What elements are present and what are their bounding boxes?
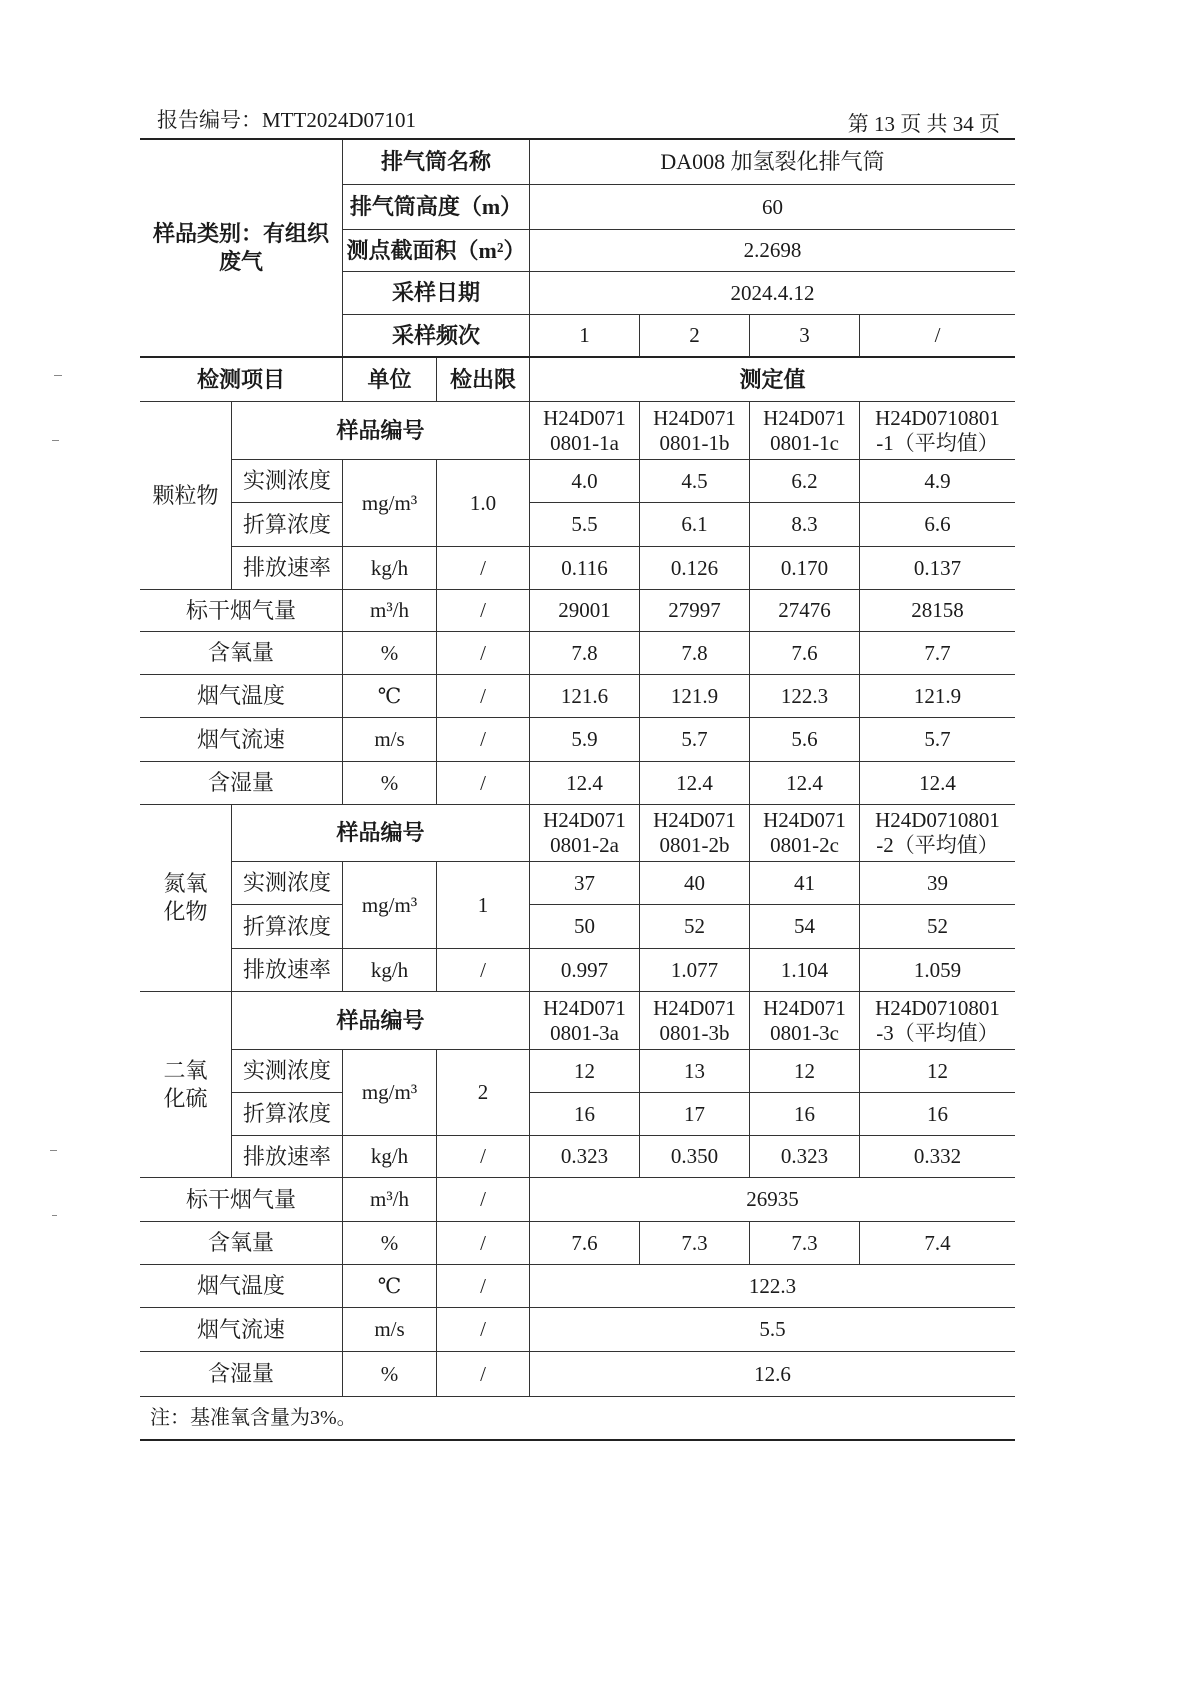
report-number: 报告编号：MTT2024D07101 bbox=[157, 108, 416, 132]
sample-id-line: 0801-2c bbox=[770, 833, 839, 857]
gas2-oxygen-value: 7.3 bbox=[750, 1222, 860, 1265]
gas1-temperature-limit: / bbox=[437, 675, 530, 718]
so2-converted-value: 16 bbox=[860, 1093, 1015, 1136]
sample-id-line: H24D071 bbox=[653, 995, 736, 1020]
gas2-velocity-limit: / bbox=[437, 1308, 530, 1352]
sample-id-line: 0801-2b bbox=[659, 833, 730, 857]
sampling-date-label: 采样日期 bbox=[343, 272, 530, 315]
nox-converted-label: 折算浓度 bbox=[232, 905, 343, 949]
nox-rate-label: 排放速率 bbox=[232, 949, 343, 992]
so2-rate-value: 0.323 bbox=[530, 1136, 640, 1178]
sample-id-line: H24D071 bbox=[763, 405, 846, 430]
nox-converted-value: 50 bbox=[530, 905, 640, 949]
gas1-dry-flow-value: 27997 bbox=[640, 590, 750, 632]
nox-measured-value: 41 bbox=[750, 862, 860, 905]
so2-measured-label: 实测浓度 bbox=[232, 1050, 343, 1093]
gas1-moisture-label: 含湿量 bbox=[140, 762, 343, 805]
sample-id-line: H24D071 bbox=[763, 995, 846, 1020]
gas2-oxygen-value: 7.6 bbox=[530, 1222, 640, 1265]
so2-rate-limit: / bbox=[437, 1136, 530, 1178]
so2-name bbox=[140, 992, 232, 1178]
sample-id-line: -1（平均值） bbox=[876, 430, 999, 455]
so2-converted-value: 16 bbox=[530, 1093, 640, 1136]
gas1-velocity-limit: / bbox=[437, 718, 530, 762]
sample-id-line: H24D071 bbox=[543, 808, 626, 832]
pm-name bbox=[140, 402, 232, 590]
so2-sample-id bbox=[530, 992, 640, 1050]
gas1-dry-flow-limit: / bbox=[437, 590, 530, 632]
gas1-temperature-value: 121.9 bbox=[640, 675, 750, 718]
gas1-velocity-value: 5.7 bbox=[860, 718, 1015, 762]
gas2-dry-flow-unit: m³/h bbox=[343, 1178, 437, 1222]
gas1-moisture-value: 12.4 bbox=[530, 762, 640, 805]
col-header-limit: 检出限 bbox=[437, 358, 530, 402]
sample-id-line: 0801-3c bbox=[770, 1020, 839, 1045]
gas1-oxygen-unit: % bbox=[343, 632, 437, 675]
nox-sample-id bbox=[750, 805, 860, 862]
gas1-moisture-value: 12.4 bbox=[860, 762, 1015, 805]
gas2-moisture-unit: % bbox=[343, 1352, 437, 1397]
so2-rate-label: 排放速率 bbox=[232, 1136, 343, 1178]
gas1-dry-flow-value: 29001 bbox=[530, 590, 640, 632]
stack-height-label: 排气筒高度（m） bbox=[343, 185, 530, 230]
gas1-temperature-label: 烟气温度 bbox=[140, 675, 343, 718]
scan-mark bbox=[52, 440, 59, 441]
so2-converted-value: 17 bbox=[640, 1093, 750, 1136]
col-header-unit: 单位 bbox=[343, 358, 437, 402]
sample-id-line: H24D071 bbox=[653, 808, 736, 832]
nox-conc-limit: 1 bbox=[437, 862, 530, 949]
pm-rate-label: 排放速率 bbox=[232, 547, 343, 590]
gas2-velocity-label: 烟气流速 bbox=[140, 1308, 343, 1352]
gas1-oxygen-limit: / bbox=[437, 632, 530, 675]
nox-rate-unit: kg/h bbox=[343, 949, 437, 992]
gas1-moisture-limit: / bbox=[437, 762, 530, 805]
gas1-temperature-value: 121.6 bbox=[530, 675, 640, 718]
scan-mark bbox=[50, 1150, 57, 1151]
sample-id-line: -2（平均值） bbox=[876, 833, 999, 857]
nox-rate-value: 0.997 bbox=[530, 949, 640, 992]
gas2-dry-flow-value: 26935 bbox=[530, 1178, 1015, 1222]
pm-rate-value: 0.170 bbox=[750, 547, 860, 590]
gas2-oxygen-label: 含氧量 bbox=[140, 1222, 343, 1265]
gas2-oxygen-value: 7.3 bbox=[640, 1222, 750, 1265]
so2-conc-unit: mg/m³ bbox=[343, 1050, 437, 1136]
nox-conc-unit: mg/m³ bbox=[343, 862, 437, 949]
nox-measured-value: 39 bbox=[860, 862, 1015, 905]
sample-id-line: 0801-3b bbox=[659, 1020, 730, 1045]
so2-measured-value: 12 bbox=[860, 1050, 1015, 1093]
gas2-moisture-value: 12.6 bbox=[530, 1352, 1015, 1397]
section-area-label: 测点截面积（m²） bbox=[343, 230, 530, 272]
gas2-temperature-value: 122.3 bbox=[530, 1265, 1015, 1308]
gas1-dry-flow-value: 27476 bbox=[750, 590, 860, 632]
results-table bbox=[140, 138, 1015, 1441]
pm-rate-value: 0.137 bbox=[860, 547, 1015, 590]
pm-rate-unit: kg/h bbox=[343, 547, 437, 590]
gas2-dry-flow-label: 标干烟气量 bbox=[140, 1178, 343, 1222]
so2-rate-value: 0.332 bbox=[860, 1136, 1015, 1178]
pm-converted-value: 5.5 bbox=[530, 503, 640, 547]
gas1-velocity-value: 5.9 bbox=[530, 718, 640, 762]
sample-id-line: 0801-2a bbox=[550, 833, 619, 857]
gas2-dry-flow-limit: / bbox=[437, 1178, 530, 1222]
col-header-item: 检测项目 bbox=[140, 358, 343, 402]
gas1-velocity-label: 烟气流速 bbox=[140, 718, 343, 762]
gas2-oxygen-limit: / bbox=[437, 1222, 530, 1265]
so2-name-line: 化硫 bbox=[163, 1085, 208, 1111]
so2-converted-value: 16 bbox=[750, 1093, 860, 1136]
sample-id-line: H24D0710801 bbox=[875, 405, 1000, 430]
gas1-oxygen-value: 7.6 bbox=[750, 632, 860, 675]
pm-conc-unit: mg/m³ bbox=[343, 460, 437, 547]
nox-rate-value: 1.077 bbox=[640, 949, 750, 992]
pm-converted-value: 6.1 bbox=[640, 503, 750, 547]
so2-measured-value: 12 bbox=[750, 1050, 860, 1093]
gas1-temperature-value: 121.9 bbox=[860, 675, 1015, 718]
gas1-oxygen-value: 7.8 bbox=[640, 632, 750, 675]
gas2-temperature-limit: / bbox=[437, 1265, 530, 1308]
so2-rate-value: 0.323 bbox=[750, 1136, 860, 1178]
gas1-oxygen-value: 7.8 bbox=[530, 632, 640, 675]
sample-id-line: H24D071 bbox=[653, 405, 736, 430]
nox-sample-id-average bbox=[860, 805, 1015, 862]
nox-measured-label: 实测浓度 bbox=[232, 862, 343, 905]
gas1-velocity-value: 5.7 bbox=[640, 718, 750, 762]
so2-measured-value: 13 bbox=[640, 1050, 750, 1093]
so2-rate-value: 0.350 bbox=[640, 1136, 750, 1178]
pm-rate-limit: / bbox=[437, 547, 530, 590]
pm-sample-id-average bbox=[860, 402, 1015, 460]
gas1-velocity-unit: m/s bbox=[343, 718, 437, 762]
stack-height-value: 60 bbox=[530, 185, 1015, 230]
frequency-4: / bbox=[860, 315, 1015, 358]
sample-category-cell bbox=[140, 140, 343, 358]
sample-id-line: H24D071 bbox=[763, 808, 846, 832]
so2-sample-id bbox=[640, 992, 750, 1050]
pm-sample-id bbox=[640, 402, 750, 460]
gas1-oxygen-label: 含氧量 bbox=[140, 632, 343, 675]
nox-rate-limit: / bbox=[437, 949, 530, 992]
pm-sample-label: 样品编号 bbox=[232, 402, 530, 460]
gas2-velocity-unit: m/s bbox=[343, 1308, 437, 1352]
sample-id-line: H24D071 bbox=[543, 405, 626, 430]
pm-sample-id bbox=[750, 402, 860, 460]
gas1-dry-flow-unit: m³/h bbox=[343, 590, 437, 632]
nox-name-line: 化物 bbox=[163, 899, 208, 924]
so2-conc-limit: 2 bbox=[437, 1050, 530, 1136]
page-number: 第 13 页 共 34 页 bbox=[847, 112, 1000, 136]
frequency-label: 采样频次 bbox=[343, 315, 530, 358]
scan-mark bbox=[54, 375, 62, 376]
stack-name-label: 排气筒名称 bbox=[343, 140, 530, 185]
nox-converted-value: 52 bbox=[860, 905, 1015, 949]
sample-id-line: H24D0710801 bbox=[875, 995, 1000, 1020]
pm-measured-label: 实测浓度 bbox=[232, 460, 343, 503]
so2-rate-unit: kg/h bbox=[343, 1136, 437, 1178]
nox-rate-value: 1.059 bbox=[860, 949, 1015, 992]
gas1-moisture-value: 12.4 bbox=[750, 762, 860, 805]
nox-converted-value: 54 bbox=[750, 905, 860, 949]
scan-mark bbox=[52, 1215, 57, 1216]
pm-measured-value: 4.5 bbox=[640, 460, 750, 503]
sample-category-line: 样品类别：有组织 bbox=[152, 221, 329, 246]
frequency-3: 3 bbox=[750, 315, 860, 358]
section-area-value: 2.2698 bbox=[530, 230, 1015, 272]
pm-rate-value: 0.126 bbox=[640, 547, 750, 590]
nox-converted-value: 52 bbox=[640, 905, 750, 949]
frequency-2: 2 bbox=[640, 315, 750, 358]
gas1-moisture-value: 12.4 bbox=[640, 762, 750, 805]
gas2-temperature-label: 烟气温度 bbox=[140, 1265, 343, 1308]
sample-id-line: 0801-1c bbox=[770, 430, 839, 455]
nox-name-line: 氮氧 bbox=[163, 871, 208, 896]
gas2-oxygen-unit: % bbox=[343, 1222, 437, 1265]
pm-converted-label: 折算浓度 bbox=[232, 503, 343, 547]
sample-id-line: H24D0710801 bbox=[875, 808, 1000, 832]
so2-sample-id-average bbox=[860, 992, 1015, 1050]
so2-name-line: 二氧 bbox=[163, 1057, 208, 1083]
nox-sample-id bbox=[530, 805, 640, 862]
gas2-oxygen-value: 7.4 bbox=[860, 1222, 1015, 1265]
sample-id-line: -3（平均值） bbox=[876, 1020, 999, 1045]
col-header-value: 测定值 bbox=[530, 358, 1015, 402]
gas1-temperature-unit: ℃ bbox=[343, 675, 437, 718]
sample-id-line: H24D071 bbox=[543, 995, 626, 1020]
pm-sample-id bbox=[530, 402, 640, 460]
sample-category-line: 废气 bbox=[218, 249, 263, 274]
so2-converted-label: 折算浓度 bbox=[232, 1093, 343, 1136]
pm-name-line: 颗粒物 bbox=[152, 482, 219, 508]
pm-measured-value: 4.9 bbox=[860, 460, 1015, 503]
nox-sample-label: 样品编号 bbox=[232, 805, 530, 862]
stack-name-value: DA008 加氢裂化排气筒 bbox=[530, 140, 1015, 185]
sampling-date-value: 2024.4.12 bbox=[530, 272, 1015, 315]
nox-measured-value: 37 bbox=[530, 862, 640, 905]
gas2-moisture-limit: / bbox=[437, 1352, 530, 1397]
gas1-dry-flow-label: 标干烟气量 bbox=[140, 590, 343, 632]
gas2-velocity-value: 5.5 bbox=[530, 1308, 1015, 1352]
pm-measured-value: 6.2 bbox=[750, 460, 860, 503]
gas2-moisture-label: 含湿量 bbox=[140, 1352, 343, 1397]
pm-converted-value: 8.3 bbox=[750, 503, 860, 547]
so2-measured-value: 12 bbox=[530, 1050, 640, 1093]
pm-converted-value: 6.6 bbox=[860, 503, 1015, 547]
gas1-velocity-value: 5.6 bbox=[750, 718, 860, 762]
so2-sample-id bbox=[750, 992, 860, 1050]
nox-measured-value: 40 bbox=[640, 862, 750, 905]
nox-sample-id bbox=[640, 805, 750, 862]
nox-name bbox=[140, 805, 232, 992]
gas1-temperature-value: 122.3 bbox=[750, 675, 860, 718]
pm-conc-limit: 1.0 bbox=[437, 460, 530, 547]
gas1-dry-flow-value: 28158 bbox=[860, 590, 1015, 632]
gas1-oxygen-value: 7.7 bbox=[860, 632, 1015, 675]
sample-id-line: 0801-3a bbox=[550, 1020, 619, 1045]
sample-id-line: 0801-1a bbox=[550, 430, 619, 455]
sample-id-line: 0801-1b bbox=[659, 430, 730, 455]
so2-sample-label: 样品编号 bbox=[232, 992, 530, 1050]
table-note: 注：基准氧含量为3%。 bbox=[140, 1397, 1015, 1441]
frequency-1: 1 bbox=[530, 315, 640, 358]
pm-rate-value: 0.116 bbox=[530, 547, 640, 590]
gas2-temperature-unit: ℃ bbox=[343, 1265, 437, 1308]
gas1-moisture-unit: % bbox=[343, 762, 437, 805]
pm-measured-value: 4.0 bbox=[530, 460, 640, 503]
nox-rate-value: 1.104 bbox=[750, 949, 860, 992]
